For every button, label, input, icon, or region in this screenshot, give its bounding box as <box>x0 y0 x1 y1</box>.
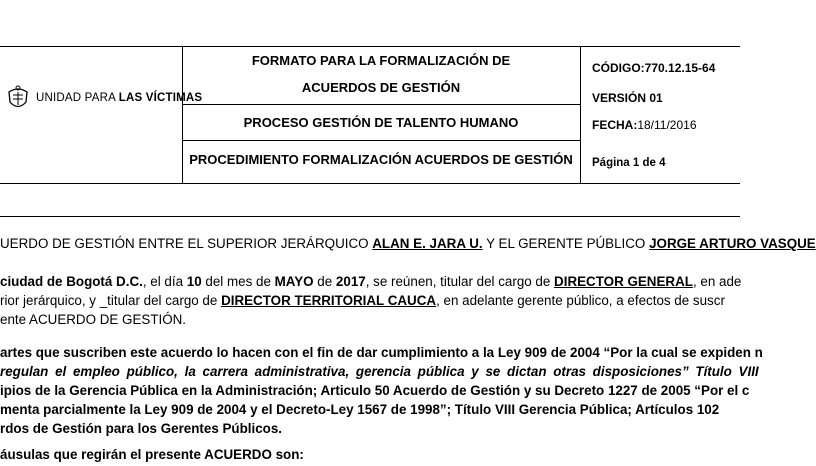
doc-date-label: FECHA: <box>592 118 638 132</box>
meeting-year: 2017 <box>335 274 366 289</box>
l2-text-d: de <box>313 274 336 289</box>
body-line-7: ipios de la Gerencia Pública en la Administración; Articulo 50 Acuerdo de Gestión y su Decreto 1227 de 2005 “Por el c <box>0 383 750 398</box>
l2-text-b: , el día <box>142 274 187 289</box>
meeting-day: 10 <box>186 274 202 289</box>
doc-date-value: 18/11/2016 <box>637 118 697 132</box>
header-col-divider-right <box>580 46 581 183</box>
l2-text-f: , en ade <box>692 274 742 289</box>
l1-text-a: UERDO DE GESTIÓN ENTRE EL SUPERIOR JERÁRQUICO <box>0 236 373 251</box>
process-name: PROCESO GESTIÓN DE TALENTO HUMANO <box>243 115 519 130</box>
body-line-2 <box>0 274 741 290</box>
header-top-border <box>0 46 740 47</box>
coat-of-arms-icon <box>6 84 30 112</box>
doc-date <box>592 118 697 132</box>
body-line-3 <box>0 293 725 309</box>
doc-title-line2: ACUERDOS DE GESTIÓN <box>301 80 461 95</box>
body-line-5: artes que suscriben este acuerdo lo hacen con el fin de dar cumplimiento a la Ley 909 de 2004 “Por la cual se expiden n <box>0 345 763 360</box>
superior-name: ALAN E. JARA U. <box>372 236 483 251</box>
superior-cargo: DIRECTOR GENERAL <box>554 274 693 289</box>
gerente-cargo: DIRECTOR TERRITORIAL CAUCA <box>221 293 437 308</box>
gerente-name: JORGE ARTURO VASQUE <box>649 236 816 251</box>
l2-text-c: del mes de <box>201 274 275 289</box>
doc-code: CÓDIGO:770.12.15-64 <box>592 61 716 75</box>
l2-text-e: , se reúnen, titular del cargo de <box>365 274 555 289</box>
l1-text-b: Y EL GERENTE PÚBLICO <box>482 236 650 251</box>
header-divider-1 <box>182 104 580 105</box>
body-line-6: regulan el empleo público, la carrera administrativa, gerencia pública y se dictan otras disposiciones” Título VIII <box>0 364 759 379</box>
procedure-name: PROCEDIMIENTO FORMALIZACIÓN ACUERDOS DE GESTIÓN <box>189 152 573 167</box>
logo <box>6 84 202 112</box>
body-line-10: áusulas que regirán el presente ACUERDO son: <box>0 447 304 462</box>
body-line-8: menta parcialmente la Ley 909 de 2004 y el Decreto-Ley 1567 de 1998”; Título VIII Gerencia Pública; Artículos 102 <box>0 402 720 417</box>
header-divider-2 <box>182 140 580 141</box>
meeting-month: MAYO <box>274 274 314 289</box>
logo-text <box>36 92 202 104</box>
logo-text-bold: LAS VÍCTIMAS <box>118 92 203 104</box>
body-line-1 <box>0 236 816 252</box>
doc-page: Página 1 de 4 <box>592 157 666 169</box>
body-line-9: rdos de Gestión para los Gerentes Públicos. <box>0 421 283 436</box>
body-line-4: ente ACUERDO DE GESTIÓN. <box>0 312 187 327</box>
body-separator <box>0 216 740 217</box>
doc-title-line1: FORMATO PARA LA FORMALIZACIÓN DE <box>251 53 511 68</box>
l3-text-a: rior jerárquico, y _titular del cargo de <box>0 293 222 308</box>
header-bottom-border <box>0 183 740 184</box>
logo-text-plain: UNIDAD PARA <box>36 92 119 104</box>
doc-version: VERSIÓN 01 <box>592 91 663 105</box>
l3-text-b: , en adelante gerente público, a efectos de suscr <box>436 293 725 308</box>
l2-city: ciudad de Bogotá D.C. <box>0 274 143 289</box>
